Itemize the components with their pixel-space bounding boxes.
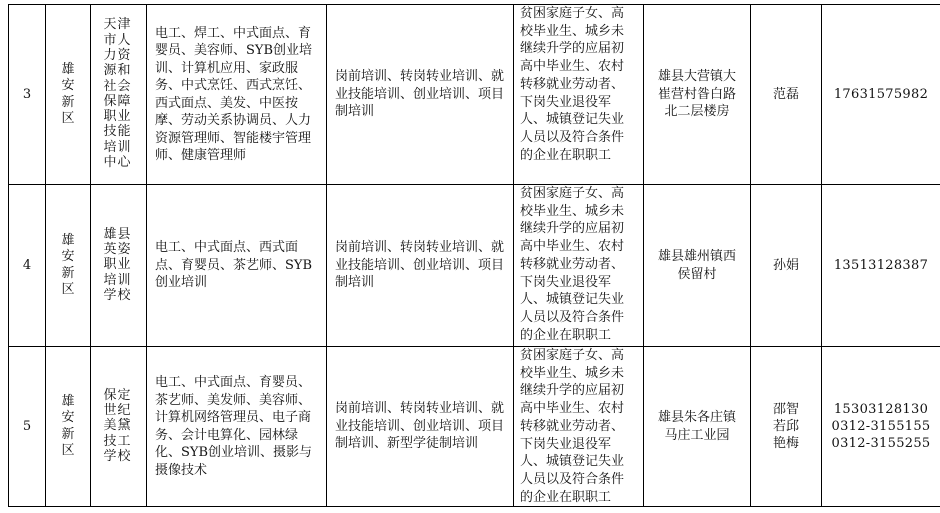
contact-cell [751,347,822,507]
majors-cell: 电工、中式面点、西式面点、育婴员、茶艺师、SYB创业培训 [147,185,327,347]
contact-cell: 范磊 [751,5,822,185]
majors-cell: 电工、中式面点、育婴员、茶艺师、美发师、美容师、计算机网络管理员、电子商务、会计电算化、园林绿化、SYB创业培训、摄影与摄像技术 [147,347,327,507]
table-row [9,185,940,347]
address-cell: 雄县朱各庄镇马庄工业园 [644,347,751,507]
targets-cell: 贫困家庭子女、高校毕业生、城乡未继续升学的应届初高中毕业生、农村转移就业劳动者、下岗失业退役军人、城镇登记失业人员以及符合条件的企业在职职工 [514,185,644,347]
district-text: 雄安新区 [61,61,75,126]
district-cell [46,5,91,185]
row-number: 3 [9,5,46,185]
contact-names: 邵智若邱艳梅 [772,401,799,451]
majors-cell: 电工、焊工、中式面点、育婴员、美容师、SYB创业培训、计算机应用、家政服务、中式烹饪、西式烹饪、西式面点、美发、中医按摩、劳动关系协调员、人力资源管理师、智能楼宇管理师、健康管理师 [147,5,327,185]
contact-cell: 孙娟 [751,185,822,347]
phone-cell: 17631575982 [822,5,940,185]
training-institutions-table [8,4,940,507]
org-name: 天津市人力资源和社会保障职业技能培训中心 [103,17,132,171]
row-number: 4 [9,185,46,347]
district-cell [46,185,91,347]
district-cell [46,347,91,507]
training-types-cell: 岗前培训、转岗转业培训、就业技能培训、创业培训、项目制培训 [327,5,514,185]
table-row [9,5,940,185]
row-number: 5 [9,347,46,507]
address-cell: 雄县大营镇大崔营村昝白路北二层楼房 [644,5,751,185]
address-cell: 雄县雄州镇西侯留村 [644,185,751,347]
phone-numbers: 15303128130 0312-3155155 0312-3155255 [831,401,931,451]
org-name-cell [91,347,147,507]
org-name: 保定世纪美黛技工学校 [103,387,132,464]
targets-cell: 贫困家庭子女、高校毕业生、城乡未继续升学的应届初高中毕业生、农村转移就业劳动者、下岗失业退役军人、城镇登记失业人员以及符合条件的企业在职职工 [514,347,644,507]
org-name-cell [91,185,147,347]
phone-cell: 13513128387 [822,185,940,347]
org-name-cell [91,5,147,185]
district-text: 雄安新区 [61,393,75,459]
training-types-cell: 岗前培训、转岗转业培训、就业技能培训、创业培训、项目制培训、新型学徒制培训 [327,347,514,507]
district-text: 雄安新区 [61,232,75,297]
org-name: 雄县英姿职业培训学校 [103,226,132,303]
training-types-cell: 岗前培训、转岗转业培训、就业技能培训、创业培训、项目制培训 [327,185,514,347]
phone-cell [822,347,940,507]
table-row [9,347,940,507]
targets-cell: 贫困家庭子女、高校毕业生、城乡未继续升学的应届初高中毕业生、农村转移就业劳动者、下岗失业退役军人、城镇登记失业人员以及符合条件的企业在职职工 [514,5,644,185]
